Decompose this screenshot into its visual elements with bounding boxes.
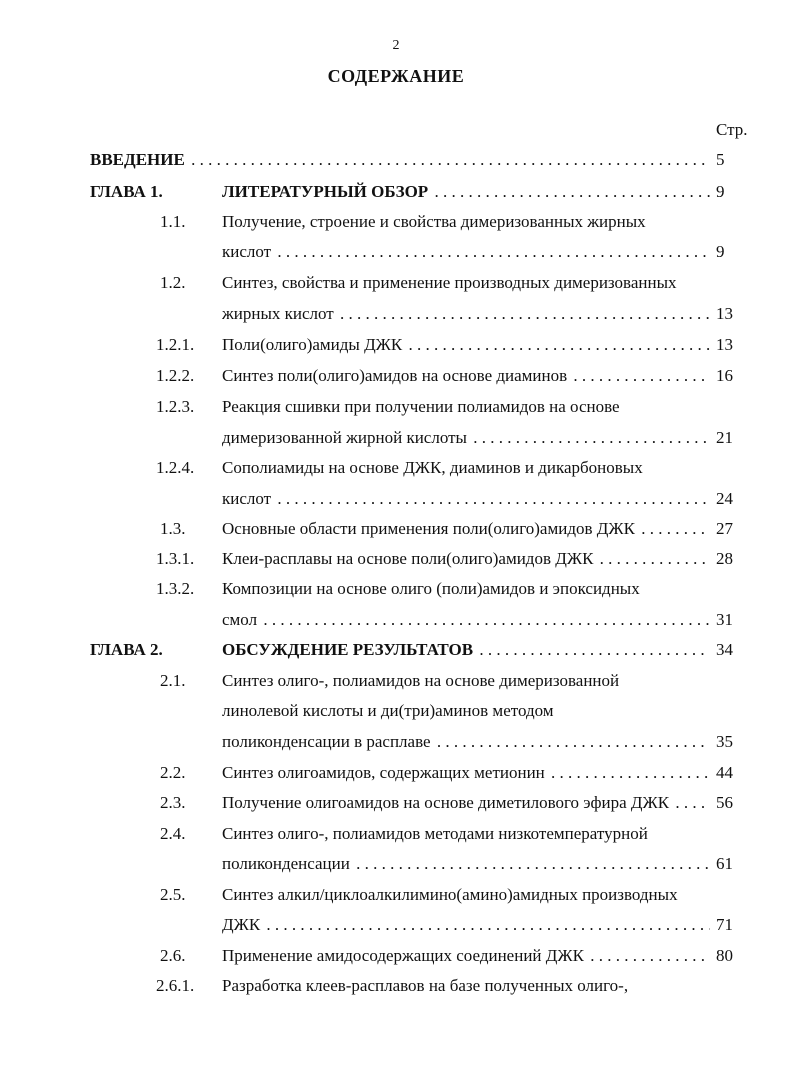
toc-page-number: 5: [716, 150, 725, 169]
toc-entry-title[interactable]: Поли(олиго)амиды ДЖК . . .: [222, 334, 710, 356]
toc-entry-title[interactable]: линолевой кислоты и ди(три)аминов методом: [222, 701, 554, 720]
toc-entry-title[interactable]: Синтез олиго-, полиамидов на основе димеризованной: [222, 671, 620, 690]
toc-page-number: 13: [716, 304, 733, 323]
toc-page-number: 13: [716, 335, 733, 354]
toc-page-number: 34: [716, 640, 733, 659]
toc-entry-title[interactable]: ОБСУЖДЕНИЕ РЕЗУЛЬТАТОВ . . .: [222, 639, 710, 661]
toc-entry-title[interactable]: кислот . . .: [222, 488, 710, 510]
toc-entry-number: 2.6.: [160, 946, 186, 965]
page-column-header: Стр.: [716, 120, 748, 139]
toc-entry-title[interactable]: ЛИТЕРАТУРНЫЙ ОБЗОР . . .: [222, 181, 710, 203]
toc-entry-number: 1.2.1.: [156, 335, 195, 354]
toc-entry-title[interactable]: поликонденсации в расплаве . . .: [222, 731, 710, 753]
toc-page-number: 27: [716, 519, 733, 538]
toc-entry-title[interactable]: Синтез, свойства и применение производных димеризованных: [222, 273, 677, 292]
toc-entry-number: 2.2.: [160, 763, 186, 782]
toc-entry-title[interactable]: ДЖК . . .: [222, 914, 710, 936]
toc-page-number: 24: [716, 489, 733, 508]
toc-entry-title[interactable]: Применение амидосодержащих соединений ДЖК . . .: [222, 945, 710, 967]
toc-page-number: 56: [716, 793, 733, 812]
toc-entry-title[interactable]: Получение, строение и свойства димеризованных жирных: [222, 212, 646, 231]
toc-entry-title[interactable]: Сополиамиды на основе ДЖК, диаминов и дикарбоновых: [222, 458, 643, 477]
toc-entry-title[interactable]: Синтез олигоамидов, содержащих метионин . . .: [222, 762, 710, 784]
toc-page-number: 21: [716, 428, 733, 447]
toc-entry-number: 1.3.2.: [156, 579, 195, 598]
toc-page-number: 16: [716, 366, 733, 385]
toc-entry-number: 1.1.: [160, 212, 186, 231]
toc-entry-title[interactable]: Композиции на основе олиго (поли)амидов и эпоксидных: [222, 579, 640, 598]
toc-page-number: 61: [716, 854, 733, 873]
toc-page-number: 80: [716, 946, 733, 965]
toc-entry-title[interactable]: кислот . . .: [222, 241, 710, 263]
toc-page-number: 35: [716, 732, 733, 751]
toc-entry-title[interactable]: Синтез алкил/циклоалкилимино(амино)амидных производных: [222, 885, 678, 904]
toc-page-number: 28: [716, 549, 733, 568]
toc-chapter-label: ГЛАВА 2.: [90, 640, 163, 659]
toc-page-number: 71: [716, 915, 733, 934]
toc-entry-title[interactable]: димеризованной жирной кислоты . . .: [222, 427, 710, 449]
toc-entry-title[interactable]: Клеи-расплавы на основе поли(олиго)амидов ДЖК . . .: [222, 548, 710, 570]
page-number: 2: [392, 38, 400, 53]
toc-entry-number: 2.3.: [160, 793, 186, 812]
toc-entry-number: 1.2.2.: [156, 366, 195, 385]
toc-page-number: 9: [716, 242, 725, 261]
toc-entry-title[interactable]: Синтез олиго-, полиамидов методами низкотемпературной: [222, 824, 648, 843]
toc-entry-title[interactable]: смол . . .: [222, 609, 710, 631]
toc-entry-number: 2.1.: [160, 671, 186, 690]
toc-entry-title[interactable]: Основные области применения поли(олиго)амидов ДЖК . . .: [222, 518, 710, 540]
toc-entry-number: 1.2.4.: [156, 458, 195, 477]
toc-entry-title[interactable]: Синтез поли(олиго)амидов на основе диаминов . . .: [222, 365, 710, 387]
toc-entry-number: 2.4.: [160, 824, 186, 843]
toc-entry-number: 1.2.3.: [156, 397, 195, 416]
toc-entry-number: 2.6.1.: [156, 976, 195, 995]
toc-entry-title[interactable]: поликонденсации . . .: [222, 853, 710, 875]
toc-entry-number: 2.5.: [160, 885, 186, 904]
toc-page-number: 9: [716, 182, 725, 201]
toc-entry-title[interactable]: Реакция сшивки при получении полиамидов на основе: [222, 397, 620, 416]
toc-entry-title[interactable]: жирных кислот . . .: [222, 303, 710, 325]
toc-chapter-label: ГЛАВА 1.: [90, 182, 163, 201]
toc-entry-title[interactable]: ВВЕДЕНИЕ . . .: [90, 149, 710, 171]
toc-entry-number: 1.3.1.: [156, 549, 195, 568]
toc-page-number: 44: [716, 763, 733, 782]
toc-page-number: 31: [716, 610, 733, 629]
toc-entry-title[interactable]: Разработка клеев-расплавов на базе полученных олиго-,: [222, 976, 629, 995]
toc-entry-title[interactable]: Получение олигоамидов на основе диметилового эфира ДЖК . . .: [222, 792, 710, 814]
page-title: СОДЕРЖАНИЕ: [327, 66, 465, 86]
toc-entry-number: 1.2.: [160, 273, 186, 292]
toc-entry-number: 1.3.: [160, 519, 186, 538]
